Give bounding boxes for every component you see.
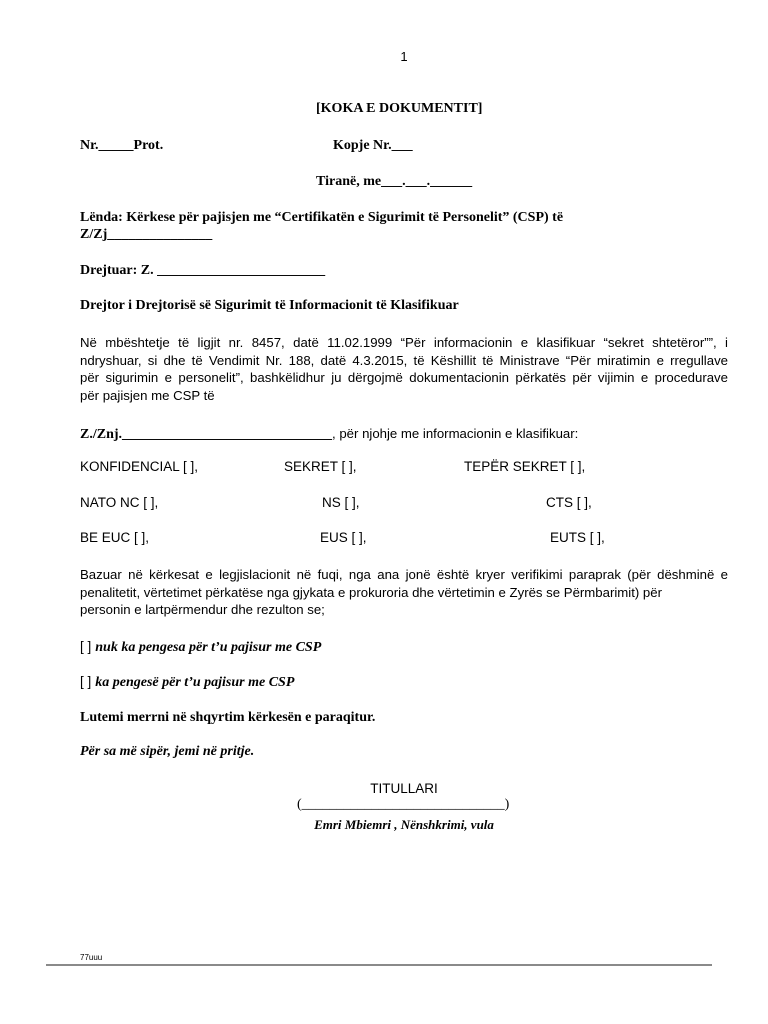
intro-paragraph (80, 334, 728, 404)
classification-cts: CTS [ ], (546, 495, 592, 510)
director-title: Drejtor i Drejtorisë së Sigurimit të Informacionit të Klasifikuar (80, 298, 459, 313)
document-header-placeholder: [KOKA E DOKUMENTIT] (316, 101, 483, 116)
option-obstacle (80, 674, 294, 690)
option-no-obstacle (80, 639, 321, 655)
signature-blank: _____________________________ (301, 797, 505, 812)
protocol-number: Nr._____Prot. (80, 138, 164, 153)
intro-line: për pajisjen me CSP të (80, 387, 215, 403)
option-label: ka pengesë për t’u pajisur me CSP (95, 675, 295, 690)
addressee: Drejtuar: Z. ________________________ (80, 263, 326, 278)
classification-sekret: SEKRET [ ], (284, 459, 357, 474)
request-line: Lutemi merrni në shqyrtim kërkesën e paraqitur. (80, 710, 376, 725)
option-checkbox: [ ] (80, 674, 92, 689)
verification-line: penalitetit, vërtetimet përkatëse nga gjykata e prokuroria dhe vërtetimin e Zyrës se Përmbarimit) për (80, 584, 662, 600)
intro-line: Në mbështetje të ligjit nr. 8457, datë 11.02.1999 “Për informacionin e klasifikuar “sekret shtetëror””, i (80, 335, 728, 350)
classification-nato-nc: NATO NC [ ], (80, 495, 159, 510)
intro-line: ndryshuar, si dhe të Vendimit Nr. 188, datë 4.3.2015, të Këshillit të Ministrave “Për miratimin e rregullave (80, 352, 728, 368)
classification-eus: EUS [ ], (320, 530, 367, 545)
place-date: Tiranë, me___.___.______ (316, 174, 473, 189)
classification-euts: EUTS [ ], (550, 530, 605, 545)
subject-line-2: Z/Zj_______________ (80, 227, 213, 242)
classification-konfidencial: KONFIDENCIAL [ ], (80, 459, 199, 474)
person-name-blank: Z./Znj.______________________________ (80, 427, 333, 442)
classification-teper-sekret: TEPËR SEKRET [ ], (464, 459, 586, 474)
signature-open-paren: ( (297, 797, 302, 812)
person-line (80, 426, 578, 442)
page-number: 1 (400, 49, 408, 64)
intro-line: për sigurimin e personelit”, bashkëlidhur ju dërgojmë dokumentacionin përkatës për vijimin e procedurave (80, 370, 728, 385)
verification-line: Bazuar në kërkesat e legjislacionit në fuqi, nga ana jonë është kryer verifikimi paraprak (për dëshminë e (80, 567, 728, 582)
classification-be-euc: BE EUC [ ], (80, 530, 150, 545)
subject-line-1: Lënda: Kërkese për pajisjen me “Certifikatën e Sigurimit të Personelit” (CSP) të (80, 210, 564, 225)
signature-close-paren: ) (504, 797, 510, 812)
person-line-text: , për njohje me informacionin e klasifikuar: (332, 426, 579, 441)
classification-ns: NS [ ], (322, 495, 360, 510)
signature-line (297, 798, 509, 812)
copy-number: Kopje Nr.___ (333, 138, 413, 153)
option-checkbox: [ ] (80, 639, 92, 654)
option-label: nuk ka pengesa për t’u pajisur me CSP (95, 640, 322, 655)
footer-code: 77uuu (80, 953, 103, 962)
closing-line: Për sa më sipër, jemi në pritje. (80, 744, 255, 759)
verification-line: personin e lartpërmendur dhe rezulton se; (80, 602, 325, 617)
signature-title: TITULLARI (370, 781, 438, 796)
footer-divider (46, 964, 712, 966)
verification-paragraph (80, 566, 728, 619)
signature-caption: Emri Mbiemri , Nënshkrimi, vula (314, 817, 494, 832)
